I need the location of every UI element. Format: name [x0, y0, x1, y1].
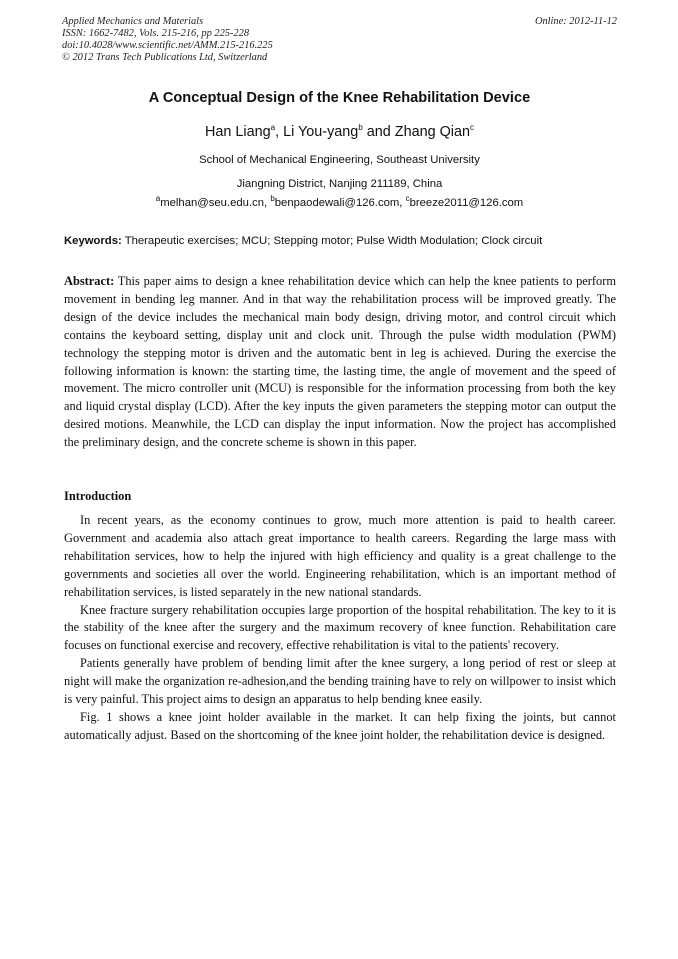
author-list: [62, 124, 617, 140]
email-separator: ,: [399, 197, 406, 209]
abstract-paragraph: [64, 273, 616, 452]
online-date: Online: 2012-11-12: [534, 16, 617, 27]
email-mark: b: [270, 194, 275, 204]
intro-paragraph: Fig. 1 shows a knee joint holder available in the market. It can help fixing the joints, but cannot automatically adjust. Based on the shortcoming of the knee joint holder, the rehabilitation device is designed.: [64, 709, 616, 742]
introduction-heading: Introduction: [64, 489, 132, 503]
email-separator: ,: [264, 197, 271, 209]
paper-title: A Conceptual Design of the Knee Rehabilitation Device: [148, 90, 531, 106]
email-address: breeze2011@126.com: [409, 197, 524, 209]
email-address: benpaodewali@126.com: [274, 197, 400, 209]
intro-paragraph: In recent years, as the economy continues to grow, much more attention is paid to health career. Government and academia also attach great importance to health careers. Regarding the large mass with rehabilitation services, how to help the injured with high efficiency and quality is a great challenge to the governments and societies all over the world. Engineering rehabilitation, which is an important method of rehabilitation services, is listed separately in the new national standards.: [64, 513, 616, 599]
intro-paragraph: Patients generally have problem of bending limit after the knee surgery, a long period of rest or sleep at night will make the organization re-adhesion,and the bending training have to rely on willpower to insist which is very painful. This project aims to design an apparatus to help bending knee easily.: [64, 656, 616, 707]
author-mark: a: [270, 123, 276, 133]
journal-header: [62, 16, 617, 64]
author-name: Han Liang: [205, 124, 271, 140]
author-mark: c: [469, 123, 474, 133]
abstract-label: Abstract:: [64, 274, 115, 288]
email-address: melhan@seu.edu.cn: [160, 197, 265, 209]
email-mark: c: [405, 194, 410, 204]
keywords-label: Keywords:: [64, 235, 122, 247]
author-separator: ,: [275, 124, 284, 140]
author-name: Zhang Qian: [394, 124, 470, 140]
affiliation-address: Jiangning District, Nanjing 211189, China: [236, 178, 443, 190]
affiliation-school: School of Mechanical Engineering, Southeast University: [199, 154, 480, 166]
copyright-line: © 2012 Trans Tech Publications Ltd, Switzerland: [62, 52, 268, 63]
journal-name: Applied Mechanics and Materials: [62, 16, 204, 27]
doi-line: doi:10.4028/www.scientific.net/AMM.215-216.225: [62, 40, 273, 51]
author-separator: and: [362, 124, 395, 140]
introduction-body: [64, 512, 616, 745]
email-list: [62, 194, 617, 209]
issn-line: ISSN: 1662-7482, Vols. 215-216, pp 225-228: [62, 28, 250, 39]
keywords-text: Therapeutic exercises; MCU; Stepping motor; Pulse Width Modulation; Clock circuit: [121, 235, 543, 247]
author-mark: b: [358, 123, 363, 133]
email-mark: a: [155, 194, 161, 204]
abstract-text: This paper aims to design a knee rehabilitation device which can help the knee patients to perform movement in bending leg manner. And in that way the rehabilitation process will be improved greatly. The design of the device includes the mechanical main body design, driving motor, and control circuit which contains the keyboard setting, display unit and clock unit. Through the pulse width modulation (PWM) technology the stepping motor is driven and the automatic bent in leg is achieved. During the exercise the following information is known: the starting time, the lasting time, the angle of movement and the speed of movement. The micro controller unit (MCU) is responsible for the information processing from both the key and liquid crystal display (LCD). After the key inputs the given parameters the stepping motor can output the desired motions. Meanwhile, the LCD can display the input information. Now the project has accomplished the preliminary design, and the concrete scheme is shown in this paper.: [64, 274, 616, 450]
keywords-line: [64, 235, 616, 247]
author-name: Li You-yang: [283, 124, 359, 140]
intro-paragraph: Knee fracture surgery rehabilitation occupies large proportion of the hospital rehabilitation. The key to it is the stability of the knee after the surgery and the maximum recovery of knee function. Rehabilitation care focuses on functional exercise and recovery, effective rehabilitation is vital to the patients' recovery.: [64, 602, 616, 653]
